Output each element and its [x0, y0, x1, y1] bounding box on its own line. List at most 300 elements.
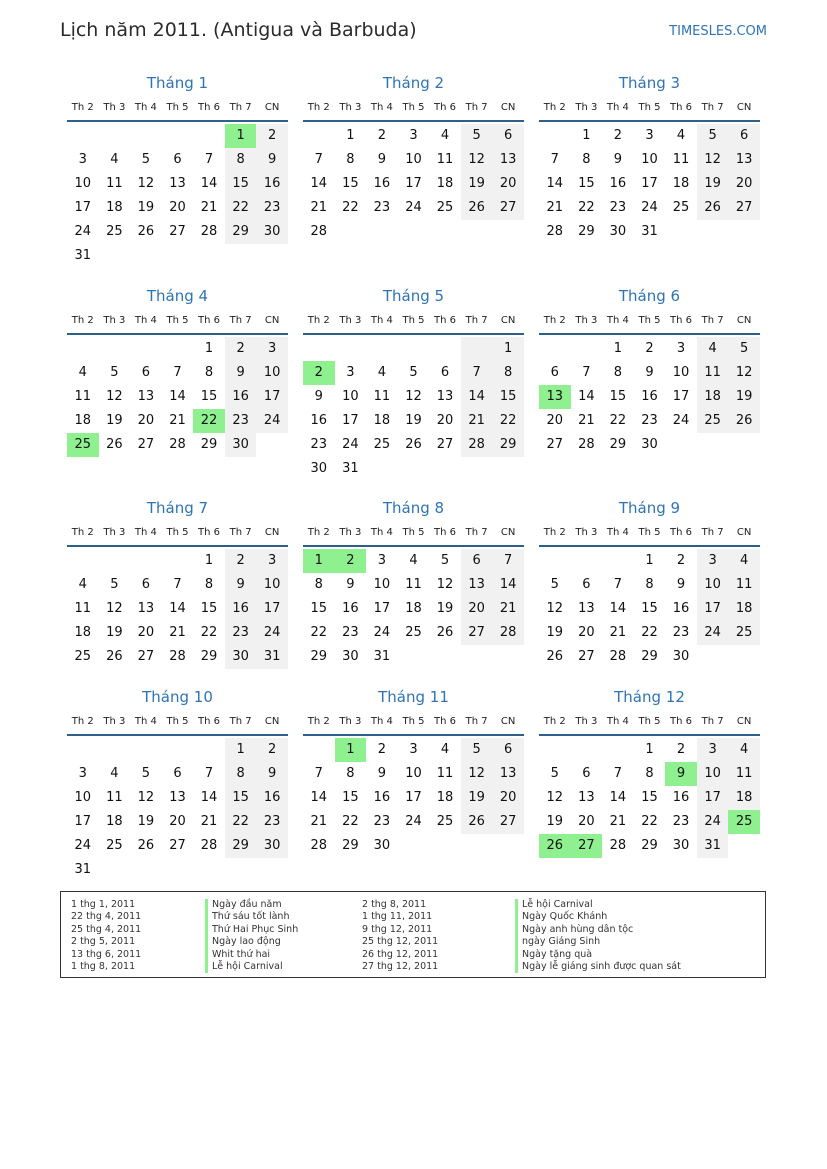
day-cell[interactable]: 14 [609, 601, 627, 616]
day-cell[interactable]: 25 [74, 649, 92, 664]
day-cell[interactable]: 8 [346, 766, 355, 781]
day-cell[interactable]: 24 [256, 409, 288, 433]
day-cell[interactable]: 21 [310, 814, 328, 829]
day-cell[interactable]: 21 [609, 814, 627, 829]
day-cell[interactable]: 1 [613, 341, 623, 356]
day-cell[interactable]: 28 [546, 224, 564, 239]
day-cell[interactable]: 22 [225, 810, 257, 834]
day-cell[interactable]: 22 [342, 814, 359, 829]
day-cell[interactable]: 6 [582, 577, 591, 592]
day-cell[interactable]: 30 [342, 649, 359, 664]
day-cell[interactable]: 8 [225, 762, 257, 786]
day-cell[interactable]: 5 [110, 577, 119, 592]
day-cell[interactable]: 5 [440, 553, 450, 568]
day-cell[interactable]: 8 [492, 361, 524, 385]
day-cell[interactable]: 23 [373, 200, 391, 215]
day-cell[interactable]: 26 [405, 437, 422, 452]
day-cell[interactable]: 14 [200, 790, 218, 805]
day-cell[interactable]: 27 [571, 834, 603, 858]
day-cell[interactable]: 29 [492, 433, 524, 457]
day-cell[interactable]: 19 [728, 385, 760, 409]
day-cell[interactable]: 7 [550, 152, 559, 167]
day-cell[interactable]: 4 [676, 128, 686, 143]
day-cell[interactable]: 27 [461, 621, 493, 645]
day-cell[interactable]: 25 [697, 409, 729, 433]
day-cell[interactable]: 5 [550, 766, 559, 781]
day-cell[interactable]: 31 [697, 834, 729, 858]
day-cell[interactable]: 23 [256, 196, 288, 220]
day-cell[interactable]: 1 [346, 128, 355, 143]
day-cell[interactable]: 4 [110, 152, 119, 167]
day-cell[interactable]: 6 [440, 365, 450, 380]
day-cell[interactable]: 4 [728, 738, 760, 762]
day-cell[interactable]: 7 [314, 766, 323, 781]
day-cell[interactable]: 19 [436, 601, 454, 616]
day-cell[interactable]: 29 [225, 834, 257, 858]
day-cell[interactable]: 25 [106, 224, 123, 239]
day-cell[interactable]: 18 [74, 625, 92, 640]
day-cell[interactable]: 15 [310, 601, 328, 616]
day-cell[interactable]: 25 [436, 814, 454, 829]
day-cell[interactable]: 27 [492, 196, 524, 220]
day-cell[interactable]: 3 [78, 152, 87, 167]
day-cell[interactable]: 3 [78, 766, 87, 781]
day-cell[interactable]: 10 [672, 365, 690, 380]
day-cell[interactable]: 9 [676, 577, 686, 592]
day-cell[interactable]: 20 [461, 597, 493, 621]
day-cell[interactable]: 25 [67, 433, 99, 457]
day-cell[interactable]: 30 [256, 834, 288, 858]
day-cell[interactable]: 18 [436, 176, 454, 191]
day-cell[interactable]: 14 [609, 790, 627, 805]
day-cell[interactable]: 27 [728, 196, 760, 220]
day-cell[interactable]: 19 [405, 413, 422, 428]
day-cell[interactable]: 17 [74, 814, 92, 829]
day-cell[interactable]: 23 [256, 810, 288, 834]
day-cell[interactable]: 19 [137, 200, 155, 215]
day-cell[interactable]: 26 [106, 649, 123, 664]
day-cell[interactable]: 6 [173, 766, 182, 781]
day-cell[interactable]: 25 [106, 838, 123, 853]
day-cell[interactable]: 30 [609, 224, 627, 239]
day-cell[interactable]: 2 [613, 128, 623, 143]
day-cell[interactable]: 22 [578, 200, 595, 215]
day-cell[interactable]: 29 [342, 838, 359, 853]
day-cell[interactable]: 14 [169, 389, 186, 404]
day-cell[interactable]: 18 [106, 814, 123, 829]
day-cell[interactable]: 24 [405, 814, 422, 829]
day-cell[interactable]: 25 [373, 437, 391, 452]
day-cell[interactable]: 17 [256, 385, 288, 409]
day-cell[interactable]: 2 [256, 124, 288, 148]
day-cell[interactable]: 13 [539, 385, 571, 409]
day-cell[interactable]: 10 [405, 766, 422, 781]
day-cell[interactable]: 24 [697, 810, 729, 834]
day-cell[interactable]: 24 [672, 413, 690, 428]
day-cell[interactable]: 12 [106, 601, 123, 616]
day-cell[interactable]: 22 [641, 814, 658, 829]
day-cell[interactable]: 3 [697, 738, 729, 762]
day-cell[interactable]: 16 [225, 385, 257, 409]
day-cell[interactable]: 6 [461, 549, 493, 573]
day-cell[interactable]: 31 [373, 649, 391, 664]
day-cell[interactable]: 27 [436, 437, 454, 452]
day-cell[interactable]: 25 [436, 200, 454, 215]
day-cell[interactable]: 21 [200, 200, 218, 215]
day-cell[interactable]: 10 [373, 577, 391, 592]
day-cell[interactable]: 7 [204, 766, 214, 781]
day-cell[interactable]: 12 [106, 389, 123, 404]
day-cell[interactable]: 4 [78, 577, 87, 592]
day-cell[interactable]: 18 [728, 786, 760, 810]
day-cell[interactable]: 8 [613, 365, 623, 380]
day-cell[interactable]: 14 [461, 385, 493, 409]
day-cell[interactable]: 25 [728, 621, 760, 645]
day-cell[interactable]: 3 [256, 337, 288, 361]
day-cell[interactable]: 26 [436, 625, 454, 640]
day-cell[interactable]: 21 [609, 625, 627, 640]
day-cell[interactable]: 25 [405, 625, 422, 640]
day-cell[interactable]: 18 [405, 601, 422, 616]
day-cell[interactable]: 26 [461, 810, 493, 834]
day-cell[interactable]: 26 [697, 196, 729, 220]
day-cell[interactable]: 20 [546, 413, 564, 428]
day-cell[interactable]: 2 [256, 738, 288, 762]
day-cell[interactable]: 11 [436, 152, 454, 167]
day-cell[interactable]: 15 [578, 176, 595, 191]
day-cell[interactable]: 13 [578, 601, 595, 616]
day-cell[interactable]: 14 [200, 176, 218, 191]
day-cell[interactable]: 23 [672, 814, 690, 829]
site-link[interactable]: TIMESLES.COM [669, 24, 767, 39]
day-cell[interactable]: 27 [492, 810, 524, 834]
day-cell[interactable]: 10 [256, 573, 288, 597]
day-cell[interactable]: 16 [672, 790, 690, 805]
day-cell[interactable]: 20 [436, 413, 454, 428]
day-cell[interactable]: 28 [461, 433, 493, 457]
day-cell[interactable]: 3 [377, 553, 387, 568]
day-cell[interactable]: 17 [697, 597, 729, 621]
day-cell[interactable]: 23 [609, 200, 627, 215]
day-cell[interactable]: 21 [546, 200, 564, 215]
day-cell[interactable]: 22 [492, 409, 524, 433]
day-cell[interactable]: 29 [609, 437, 627, 452]
day-cell[interactable]: 26 [539, 834, 571, 858]
day-cell[interactable]: 5 [461, 124, 493, 148]
day-cell[interactable]: 4 [697, 337, 729, 361]
day-cell[interactable]: 20 [578, 625, 595, 640]
day-cell[interactable]: 7 [492, 549, 524, 573]
day-cell[interactable]: 3 [697, 549, 729, 573]
day-cell[interactable]: 5 [461, 738, 493, 762]
day-cell[interactable]: 4 [728, 549, 760, 573]
day-cell[interactable]: 13 [578, 790, 595, 805]
day-cell[interactable]: 8 [645, 577, 654, 592]
day-cell[interactable]: 16 [310, 413, 328, 428]
day-cell[interactable]: 19 [546, 625, 564, 640]
day-cell[interactable]: 10 [256, 361, 288, 385]
day-cell[interactable]: 4 [377, 365, 387, 380]
day-cell[interactable]: 11 [373, 389, 391, 404]
day-cell[interactable]: 6 [582, 766, 591, 781]
day-cell[interactable]: 4 [440, 742, 450, 757]
day-cell[interactable]: 12 [546, 601, 564, 616]
day-cell[interactable]: 17 [641, 176, 658, 191]
day-cell[interactable]: 27 [578, 649, 595, 664]
day-cell[interactable]: 13 [169, 176, 186, 191]
day-cell[interactable]: 12 [137, 790, 155, 805]
day-cell[interactable]: 6 [141, 365, 151, 380]
day-cell[interactable]: 28 [310, 838, 328, 853]
day-cell[interactable]: 7 [613, 577, 623, 592]
day-cell[interactable]: 14 [310, 176, 328, 191]
day-cell[interactable]: 30 [310, 461, 328, 476]
day-cell[interactable]: 8 [645, 766, 654, 781]
day-cell[interactable]: 5 [409, 365, 418, 380]
day-cell[interactable]: 10 [342, 389, 359, 404]
day-cell[interactable]: 25 [728, 810, 760, 834]
day-cell[interactable]: 15 [225, 786, 257, 810]
day-cell[interactable]: 4 [440, 128, 450, 143]
day-cell[interactable]: 22 [342, 200, 359, 215]
day-cell[interactable]: 21 [461, 409, 493, 433]
day-cell[interactable]: 27 [169, 838, 186, 853]
day-cell[interactable]: 1 [204, 553, 214, 568]
day-cell[interactable]: 3 [409, 128, 418, 143]
day-cell[interactable]: 18 [106, 200, 123, 215]
day-cell[interactable]: 18 [373, 413, 391, 428]
day-cell[interactable]: 30 [256, 220, 288, 244]
day-cell[interactable]: 6 [492, 738, 524, 762]
day-cell[interactable]: 26 [461, 196, 493, 220]
day-cell[interactable]: 3 [409, 742, 418, 757]
day-cell[interactable]: 19 [697, 172, 729, 196]
day-cell[interactable]: 15 [641, 601, 658, 616]
day-cell[interactable]: 17 [405, 790, 422, 805]
day-cell[interactable]: 23 [225, 621, 257, 645]
day-cell[interactable]: 5 [141, 152, 151, 167]
day-cell[interactable]: 30 [225, 645, 257, 669]
day-cell[interactable]: 29 [200, 649, 218, 664]
day-cell[interactable]: 11 [106, 790, 123, 805]
day-cell[interactable]: 20 [728, 172, 760, 196]
day-cell[interactable]: 28 [609, 649, 627, 664]
day-cell[interactable]: 19 [546, 814, 564, 829]
day-cell[interactable]: 28 [310, 224, 328, 239]
day-cell[interactable]: 9 [645, 365, 654, 380]
day-cell[interactable]: 3 [676, 341, 686, 356]
day-cell[interactable]: 10 [697, 762, 729, 786]
day-cell[interactable]: 16 [609, 176, 627, 191]
day-cell[interactable]: 15 [342, 790, 359, 805]
day-cell[interactable]: 14 [310, 790, 328, 805]
day-cell[interactable]: 20 [492, 786, 524, 810]
day-cell[interactable]: 2 [335, 549, 367, 573]
day-cell[interactable]: 2 [225, 337, 257, 361]
day-cell[interactable]: 7 [613, 766, 623, 781]
day-cell[interactable]: 8 [204, 577, 214, 592]
day-cell[interactable]: 1 [645, 742, 654, 757]
day-cell[interactable]: 13 [169, 790, 186, 805]
day-cell[interactable]: 15 [342, 176, 359, 191]
day-cell[interactable]: 15 [200, 389, 218, 404]
day-cell[interactable]: 16 [225, 597, 257, 621]
day-cell[interactable]: 24 [256, 621, 288, 645]
day-cell[interactable]: 6 [728, 124, 760, 148]
day-cell[interactable]: 13 [137, 389, 155, 404]
day-cell[interactable]: 1 [645, 553, 654, 568]
day-cell[interactable]: 18 [74, 413, 92, 428]
day-cell[interactable]: 8 [204, 365, 214, 380]
day-cell[interactable]: 11 [728, 762, 760, 786]
day-cell[interactable]: 15 [200, 601, 218, 616]
day-cell[interactable]: 3 [346, 365, 355, 380]
day-cell[interactable]: 16 [256, 172, 288, 196]
day-cell[interactable]: 9 [377, 152, 387, 167]
day-cell[interactable]: 12 [697, 148, 729, 172]
day-cell[interactable]: 9 [377, 766, 387, 781]
day-cell[interactable]: 17 [697, 786, 729, 810]
day-cell[interactable]: 15 [609, 389, 627, 404]
day-cell[interactable]: 31 [74, 862, 92, 877]
day-cell[interactable]: 24 [74, 224, 92, 239]
day-cell[interactable]: 6 [173, 152, 182, 167]
day-cell[interactable]: 16 [342, 601, 359, 616]
day-cell[interactable]: 14 [492, 573, 524, 597]
day-cell[interactable]: 10 [405, 152, 422, 167]
day-cell[interactable]: 13 [728, 148, 760, 172]
day-cell[interactable]: 7 [314, 152, 323, 167]
day-cell[interactable]: 29 [641, 649, 658, 664]
day-cell[interactable]: 12 [728, 361, 760, 385]
day-cell[interactable]: 21 [492, 597, 524, 621]
day-cell[interactable]: 8 [225, 148, 257, 172]
day-cell[interactable]: 20 [169, 814, 186, 829]
day-cell[interactable]: 11 [405, 577, 422, 592]
day-cell[interactable]: 19 [106, 625, 123, 640]
day-cell[interactable]: 20 [169, 200, 186, 215]
day-cell[interactable]: 17 [256, 597, 288, 621]
day-cell[interactable]: 5 [141, 766, 151, 781]
day-cell[interactable]: 2 [645, 341, 654, 356]
day-cell[interactable]: 14 [169, 601, 186, 616]
day-cell[interactable]: 20 [137, 625, 155, 640]
day-cell[interactable]: 12 [436, 577, 454, 592]
day-cell[interactable]: 20 [578, 814, 595, 829]
day-cell[interactable]: 19 [106, 413, 123, 428]
day-cell[interactable]: 23 [672, 625, 690, 640]
day-cell[interactable]: 12 [137, 176, 155, 191]
day-cell[interactable]: 2 [303, 361, 335, 385]
day-cell[interactable]: 7 [173, 577, 182, 592]
day-cell[interactable]: 26 [137, 224, 155, 239]
day-cell[interactable]: 23 [373, 814, 391, 829]
day-cell[interactable]: 30 [672, 838, 690, 853]
day-cell[interactable]: 19 [461, 786, 493, 810]
day-cell[interactable]: 1 [492, 337, 524, 361]
day-cell[interactable]: 16 [373, 790, 391, 805]
day-cell[interactable]: 15 [641, 790, 658, 805]
day-cell[interactable]: 7 [582, 365, 591, 380]
day-cell[interactable]: 18 [728, 597, 760, 621]
day-cell[interactable]: 22 [200, 625, 218, 640]
day-cell[interactable]: 10 [641, 152, 658, 167]
day-cell[interactable]: 5 [110, 365, 119, 380]
day-cell[interactable]: 22 [310, 625, 328, 640]
day-cell[interactable]: 4 [78, 365, 87, 380]
day-cell[interactable]: 12 [461, 762, 493, 786]
day-cell[interactable]: 11 [672, 152, 690, 167]
day-cell[interactable]: 9 [314, 389, 323, 404]
day-cell[interactable]: 11 [728, 573, 760, 597]
day-cell[interactable]: 12 [546, 790, 564, 805]
day-cell[interactable]: 22 [641, 625, 658, 640]
day-cell[interactable]: 28 [200, 838, 218, 853]
day-cell[interactable]: 27 [137, 649, 155, 664]
day-cell[interactable]: 10 [697, 573, 729, 597]
day-cell[interactable]: 2 [377, 742, 387, 757]
day-cell[interactable]: 20 [137, 413, 155, 428]
day-cell[interactable]: 19 [461, 172, 493, 196]
day-cell[interactable]: 1 [335, 738, 367, 762]
day-cell[interactable]: 1 [225, 124, 257, 148]
day-cell[interactable]: 18 [697, 385, 729, 409]
day-cell[interactable]: 17 [342, 413, 359, 428]
day-cell[interactable]: 22 [225, 196, 257, 220]
day-cell[interactable]: 15 [492, 385, 524, 409]
day-cell[interactable]: 21 [310, 200, 328, 215]
day-cell[interactable]: 25 [672, 200, 690, 215]
day-cell[interactable]: 24 [697, 621, 729, 645]
day-cell[interactable]: 17 [405, 176, 422, 191]
day-cell[interactable]: 27 [169, 224, 186, 239]
day-cell[interactable]: 3 [256, 549, 288, 573]
day-cell[interactable]: 26 [728, 409, 760, 433]
day-cell[interactable]: 29 [225, 220, 257, 244]
day-cell[interactable]: 11 [74, 389, 92, 404]
day-cell[interactable]: 23 [310, 437, 328, 452]
day-cell[interactable]: 18 [672, 176, 690, 191]
day-cell[interactable]: 24 [641, 200, 658, 215]
day-cell[interactable]: 9 [225, 573, 257, 597]
day-cell[interactable]: 24 [342, 437, 359, 452]
day-cell[interactable]: 6 [550, 365, 559, 380]
day-cell[interactable]: 11 [74, 601, 92, 616]
day-cell[interactable]: 6 [141, 577, 151, 592]
day-cell[interactable]: 28 [609, 838, 627, 853]
day-cell[interactable]: 8 [346, 152, 355, 167]
day-cell[interactable]: 31 [342, 461, 359, 476]
day-cell[interactable]: 11 [106, 176, 123, 191]
day-cell[interactable]: 13 [492, 762, 524, 786]
day-cell[interactable]: 7 [204, 152, 214, 167]
day-cell[interactable]: 26 [546, 649, 564, 664]
day-cell[interactable]: 9 [256, 762, 288, 786]
day-cell[interactable]: 31 [74, 248, 92, 263]
day-cell[interactable]: 14 [546, 176, 564, 191]
day-cell[interactable]: 28 [169, 649, 186, 664]
day-cell[interactable]: 7 [461, 361, 493, 385]
day-cell[interactable]: 18 [436, 790, 454, 805]
day-cell[interactable]: 14 [578, 389, 595, 404]
day-cell[interactable]: 27 [137, 437, 155, 452]
day-cell[interactable]: 2 [676, 553, 686, 568]
day-cell[interactable]: 13 [492, 148, 524, 172]
day-cell[interactable]: 1 [204, 341, 214, 356]
day-cell[interactable]: 24 [74, 838, 92, 853]
day-cell[interactable]: 21 [200, 814, 218, 829]
day-cell[interactable]: 9 [225, 361, 257, 385]
